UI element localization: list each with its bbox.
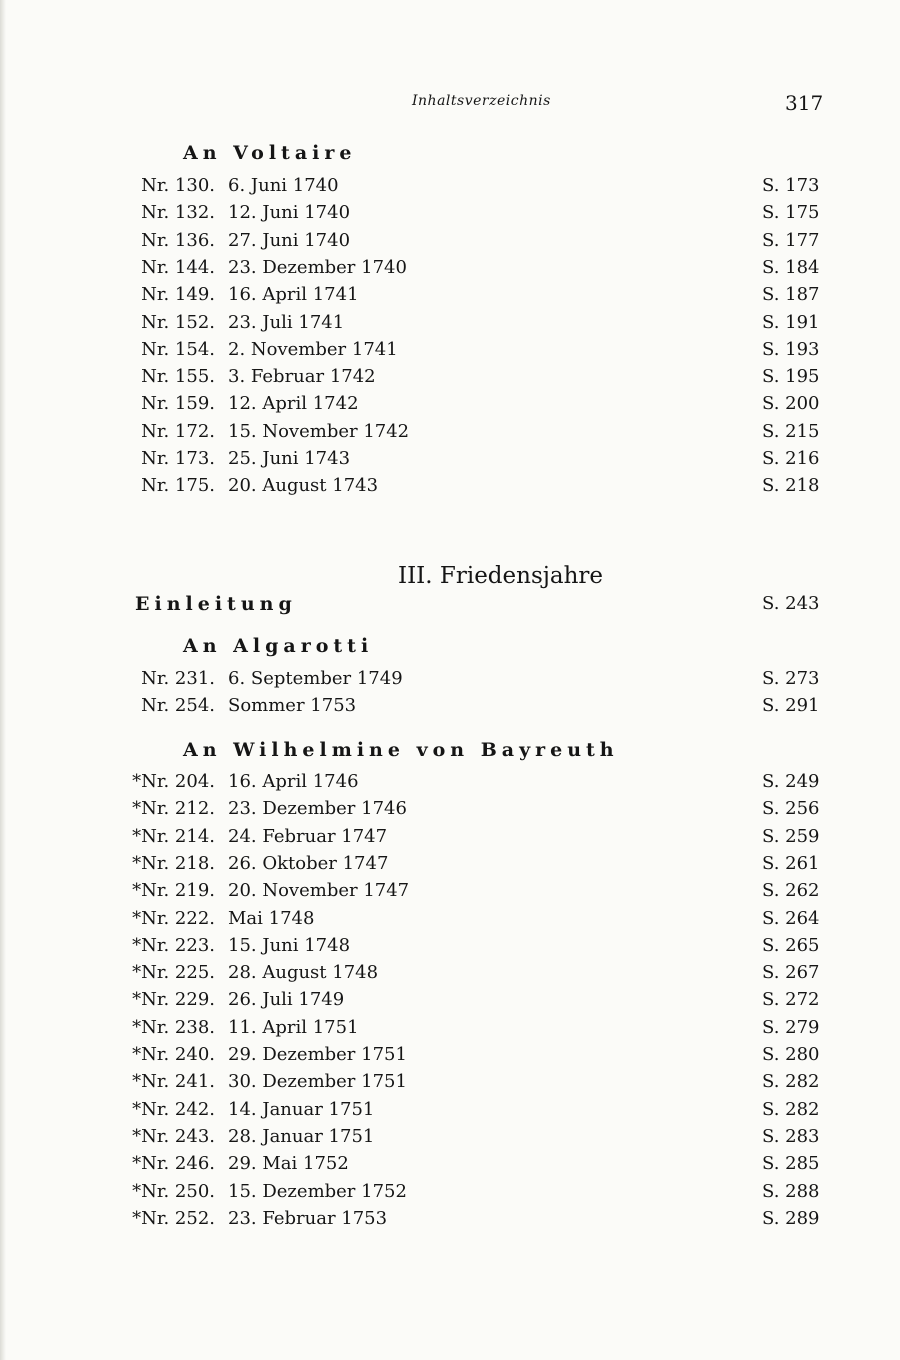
- letter-number: Nr. 155.: [141, 366, 215, 388]
- toc-entry: [0, 1126, 900, 1153]
- page-ref: S. 184: [762, 256, 820, 278]
- letter-number: *Nr. 204.: [132, 771, 215, 792]
- page-ref: S. 279: [762, 1016, 820, 1038]
- toc-entry: [0, 230, 900, 257]
- letter-number: Nr. 130.: [141, 175, 215, 196]
- letter-number: *Nr. 252.: [132, 1207, 215, 1229]
- letter-date: 25. Juni 1743: [228, 448, 351, 469]
- page-ref: S. 256: [762, 798, 820, 820]
- page-ref: S. 282: [762, 1098, 820, 1120]
- letter-date: 2. November 1741: [228, 338, 398, 360]
- letter-date: 12. April 1742: [228, 393, 359, 415]
- letter-number: *Nr. 241.: [132, 1071, 215, 1093]
- letter-date: 16. April 1746: [228, 771, 359, 792]
- toc-entry: [0, 1017, 900, 1044]
- letter-date: 30. Dezember 1751: [228, 1071, 407, 1093]
- page-ref: S. 264: [762, 907, 820, 929]
- letter-number: *Nr. 219.: [132, 880, 215, 902]
- letter-number: *Nr. 225.: [132, 962, 215, 984]
- toc-entry: [0, 771, 900, 798]
- letter-date: 23. Februar 1753: [228, 1207, 388, 1229]
- toc-entry: [0, 1208, 900, 1235]
- letter-date: Mai 1748: [228, 907, 315, 929]
- page-ref: S. 187: [762, 284, 820, 306]
- toc-entry: [0, 284, 900, 311]
- toc-entry: [0, 1071, 900, 1098]
- letter-number: *Nr. 246.: [132, 1153, 215, 1175]
- toc-entry: [0, 475, 900, 502]
- letter-number: *Nr. 223.: [132, 934, 215, 956]
- toc-entry: [0, 989, 900, 1016]
- letter-number: Nr. 175.: [141, 475, 215, 497]
- page-ref: S. 291: [762, 695, 820, 716]
- intro-label: Einleitung: [135, 593, 297, 615]
- letter-number: *Nr. 242.: [132, 1098, 215, 1120]
- page-ref: S. 175: [762, 202, 820, 224]
- letter-date: 16. April 1741: [228, 284, 359, 306]
- running-title: Inhaltsverzeichnis: [412, 93, 551, 109]
- letter-number: Nr. 159.: [141, 393, 215, 415]
- letter-number: Nr. 231.: [141, 668, 215, 689]
- letter-number: Nr. 136.: [141, 229, 215, 251]
- toc-entry: [0, 202, 900, 229]
- letter-number: *Nr. 238.: [132, 1016, 215, 1038]
- toc-entry: [0, 826, 900, 853]
- letter-date: 15. Juni 1748: [228, 934, 351, 956]
- letter-date: Sommer 1753: [228, 695, 357, 716]
- letter-date: 29. Dezember 1751: [228, 1044, 407, 1065]
- heading-wilhelmine: An Wilhelmine von Bayreuth: [183, 739, 619, 761]
- page-ref: S. 218: [762, 475, 820, 497]
- letter-number: *Nr. 240.: [132, 1044, 215, 1065]
- toc-entry: [0, 880, 900, 907]
- page-ref: S. 265: [762, 934, 820, 956]
- letter-date: 20. August 1743: [228, 475, 379, 497]
- toc-entry: [0, 257, 900, 284]
- letter-number: *Nr. 214.: [132, 825, 215, 847]
- toc-entry: [0, 1044, 900, 1071]
- page-ref: S. 200: [762, 393, 820, 415]
- page-ref: S. 273: [762, 668, 820, 689]
- letter-number: Nr. 132.: [141, 202, 215, 224]
- letter-number: Nr. 144.: [141, 256, 215, 278]
- letter-date: 6. September 1749: [228, 668, 403, 689]
- toc-entry: [0, 853, 900, 880]
- toc-entry: [0, 366, 900, 393]
- page-ref: S. 249: [762, 771, 820, 792]
- letter-date: 14. Januar 1751: [228, 1098, 375, 1120]
- toc-entry: [0, 962, 900, 989]
- letter-number: Nr. 173.: [141, 448, 215, 469]
- page-ref: S. 262: [762, 880, 820, 902]
- page-ref: S. 280: [762, 1044, 820, 1065]
- page-ref: S. 283: [762, 1125, 820, 1147]
- letter-date: 15. November 1742: [228, 420, 410, 442]
- letter-number: *Nr. 243.: [132, 1125, 215, 1147]
- toc-entry: [0, 1181, 900, 1208]
- page-ref: S. 177: [762, 229, 820, 251]
- letter-date: 27. Juni 1740: [228, 229, 351, 251]
- page-ref: S. 261: [762, 852, 820, 874]
- toc-entry: [0, 1099, 900, 1126]
- section-title: III. Friedensjahre: [398, 563, 604, 589]
- letter-date: 23. Dezember 1746: [228, 798, 407, 820]
- letter-date: 29. Mai 1752: [228, 1153, 349, 1175]
- letter-date: 20. November 1747: [228, 880, 410, 902]
- toc-entry: [0, 1153, 900, 1180]
- letter-date: 12. Juni 1740: [228, 202, 351, 224]
- letter-date: 28. August 1748: [228, 962, 379, 984]
- page-ref: S. 259: [762, 825, 820, 847]
- letter-date: 23. Dezember 1740: [228, 256, 407, 278]
- letter-number: *Nr. 218.: [132, 852, 215, 874]
- toc-entry: [0, 393, 900, 420]
- letter-date: 24. Februar 1747: [228, 825, 388, 847]
- toc-entry: [0, 668, 900, 695]
- toc-entry: [0, 339, 900, 366]
- toc-entry: [0, 175, 900, 202]
- toc-entry: [0, 695, 900, 722]
- page-ref: S. 267: [762, 962, 820, 984]
- letter-number: Nr. 152.: [141, 311, 215, 333]
- letter-number: Nr. 149.: [141, 284, 215, 306]
- page-ref: S. 272: [762, 989, 820, 1011]
- heading-voltaire: An Voltaire: [183, 142, 357, 164]
- letter-number: Nr. 172.: [141, 420, 215, 442]
- toc-entry: [0, 798, 900, 825]
- letter-number: *Nr. 229.: [132, 989, 215, 1011]
- intro-page: S. 243: [762, 593, 820, 614]
- page-ref: S. 195: [762, 366, 820, 388]
- letter-number: Nr. 154.: [141, 338, 215, 360]
- page-ref: S. 193: [762, 338, 820, 360]
- page-ref: S. 173: [762, 175, 820, 196]
- letter-date: 3. Februar 1742: [228, 366, 376, 388]
- letter-date: 26. Oktober 1747: [228, 852, 389, 874]
- page-ref: S. 289: [762, 1207, 820, 1229]
- letter-number: *Nr. 250.: [132, 1180, 215, 1202]
- page-ref: S. 216: [762, 448, 820, 469]
- letter-number: *Nr. 212.: [132, 798, 215, 820]
- heading-algarotti: An Algarotti: [183, 635, 374, 657]
- page-number: 317: [785, 91, 824, 115]
- letter-number: *Nr. 222.: [132, 907, 215, 929]
- letter-date: 6. Juni 1740: [228, 175, 339, 196]
- toc-entry: [0, 908, 900, 935]
- toc-entry: [0, 448, 900, 475]
- page-ref: S. 288: [762, 1180, 820, 1202]
- toc-entry: [0, 935, 900, 962]
- page-ref: S. 282: [762, 1071, 820, 1093]
- letter-date: 26. Juli 1749: [228, 989, 345, 1011]
- letter-date: 11. April 1751: [228, 1016, 359, 1038]
- letter-date: 15. Dezember 1752: [228, 1180, 407, 1202]
- letter-date: 23. Juli 1741: [228, 311, 345, 333]
- page-ref: S. 215: [762, 420, 820, 442]
- letter-number: Nr. 254.: [141, 695, 215, 716]
- letter-date: 28. Januar 1751: [228, 1125, 375, 1147]
- page-ref: S. 285: [762, 1153, 820, 1175]
- page-ref: S. 191: [762, 311, 820, 333]
- toc-entry: [0, 312, 900, 339]
- toc-entry: [0, 421, 900, 448]
